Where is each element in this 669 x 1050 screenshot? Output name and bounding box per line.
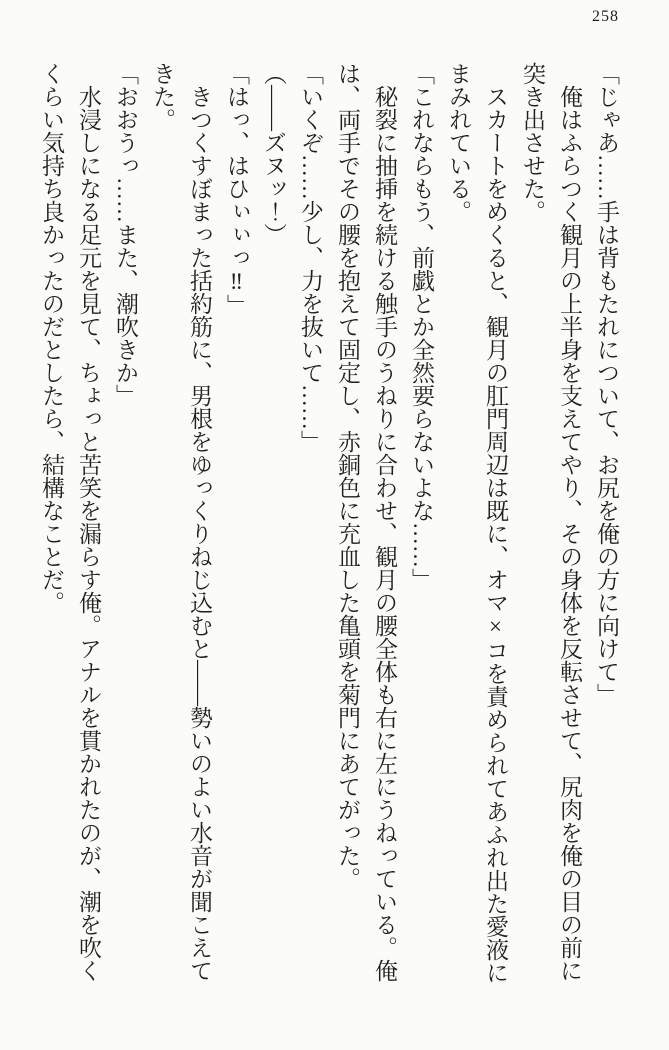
paragraph-dialogue: 「いくぞ……少し、力を抜いて……」 [298,62,323,453]
page-number: 258 [592,8,619,25]
paragraph-narrative: 水浸しになる足元を見て、ちょっと苦笑を漏らす俺。アナルを貫かれたのが、潮を吹くくらい気持ち良かったのだとしたら、結構なことだ。 [39,62,101,982]
paragraph-narrative: スカートをめくると、観月の肛門周辺は既に、オマ×コを責められてあふれ出た愛液にまみれている。 [446,62,508,984]
paragraph-narrative: 秘裂に抽挿を続ける触手のうねりに合わせ、観月の腰全体も右に左にうねっている。俺は、両手でその腰を抱えて固定し、赤銅色に充血した亀頭を菊門にあてがった。 [335,62,397,982]
paragraph-dialogue: 「じゃあ……手は背もたれについて、お尻を俺の方に向けて」 [594,62,619,706]
paragraph-dialogue: 「はっ、はひぃぃっ‼」 [224,62,249,317]
paragraph-dialogue: 「これならもう、前戯とか全然要らないよな……」 [409,62,434,591]
paragraph-dialogue: 「おおうっ……また、潮吹きか」 [113,62,138,407]
paragraph-narrative: 俺はふらつく観月の上半身を支えてやり、その身体を反転させて、尻肉を俺の目の前に突き出させた。 [520,62,582,982]
paragraph-sound-effect: （――ズヌッ！） [261,62,286,246]
paragraph-narrative: きつくすぼまった括約筋に、男根をゆっくりねじ込むと――勢いのよい水音が聞こえてきた。 [150,62,212,982]
text-block [33,62,625,987]
